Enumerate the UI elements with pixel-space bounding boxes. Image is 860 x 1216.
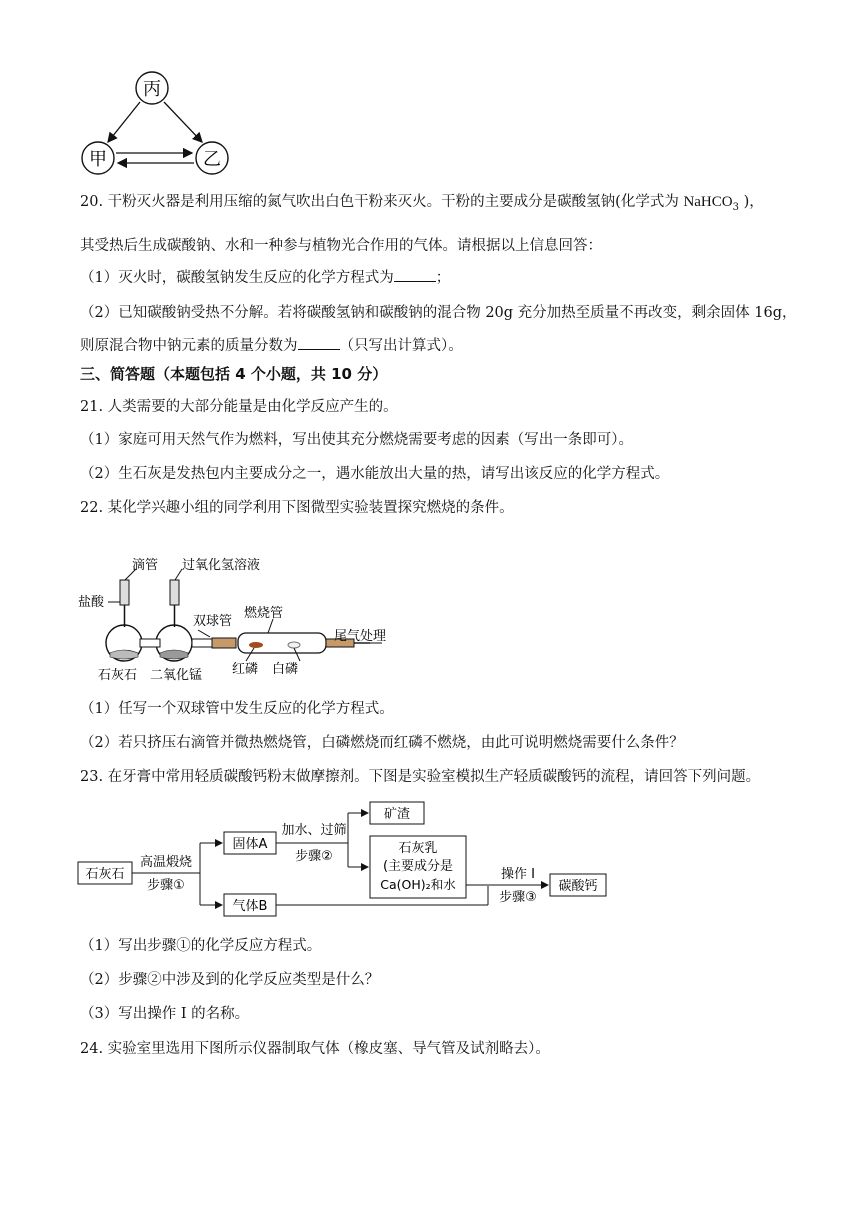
formula-nahco3: NaHCO xyxy=(683,194,733,210)
flow-step1-top: 高温煅烧 xyxy=(139,855,193,870)
q22-part2: （2）若只挤压右滴管并微热燃烧管，白磷燃烧而红磷不燃烧，由此可说明燃烧需要什么条件？ xyxy=(80,735,684,751)
q20-part1: （1）灭火时，碳酸氢钠发生反应的化学方程式为 ； xyxy=(80,270,451,286)
q20-part2-line1: （2）已知碳酸钠受热不分解。若将碳酸氢钠和碳酸钠的混合物 20g 充分加热至质量不再改变，剩余固体 16g， xyxy=(80,305,797,321)
q22-stem: 22. 某化学兴趣小组的同学利用下图微型实验装置探究燃烧的条件。 xyxy=(80,500,514,516)
label-exhaust: 尾气处理 xyxy=(334,629,387,644)
label-limestone: 石灰石 xyxy=(98,668,138,683)
q22-part1: （1）任写一个双球管中发生反应的化学方程式。 xyxy=(80,701,394,717)
q20-part2-line2: 则原混合物中钠元素的质量分数为 （只写出计算式）。 xyxy=(80,338,463,354)
label-dropper: 滴管 xyxy=(132,558,159,573)
q23-part1: （1）写出步骤①的化学反应方程式。 xyxy=(80,938,322,954)
q23-stem: 23. 在牙膏中常用轻质碳酸钙粉末做摩擦剂。下图是实验室模拟生产轻质碳酸钙的流程，请回答下列问题。 xyxy=(80,769,761,785)
flow-milk-l1: 石灰乳 xyxy=(398,841,438,856)
flow-product: 碳酸钙 xyxy=(558,879,598,894)
q20-line1: 20. 干粉灭火器是利用压缩的氮气吹出白色干粉来灭火。干粉的主要成分是碳酸氢钠(化学式为 NaHCO$_3$ )， xyxy=(80,194,764,213)
triangle-relation-diagram xyxy=(70,60,240,180)
label-red-p: 红磷 xyxy=(232,662,259,677)
q21-part2: （2）生石灰是发热包内主要成分之一，遇水能放出大量的热，请写出该反应的化学方程式。 xyxy=(80,466,670,482)
label-hcl: 盐酸 xyxy=(78,595,105,610)
combustion-apparatus-diagram xyxy=(78,555,418,685)
q24-stem: 24. 实验室里选用下图所示仪器制取气体（橡皮塞、导气管及试剂略去）。 xyxy=(80,1041,550,1057)
answer-blank[interactable] xyxy=(394,269,436,282)
flow-solid-a: 固体A xyxy=(232,837,268,852)
node-yi: 乙 xyxy=(203,149,221,170)
process-flow-diagram xyxy=(76,800,616,918)
flow-step2-bottom: 步骤② xyxy=(295,849,333,864)
q21-part1: （1）家庭可用天然气作为燃料，写出使其充分燃烧需要考虑的因素（写出一条即可）。 xyxy=(80,432,633,448)
flow-slag: 矿渣 xyxy=(383,807,411,822)
q23-part2: （2）步骤②中涉及到的化学反应类型是什么？ xyxy=(80,972,380,988)
section-heading: 三、简答题（本题包括 4 个小题，共 10 分） xyxy=(80,365,388,383)
flow-step3-bottom: 步骤③ xyxy=(499,890,537,905)
label-white-p: 白磷 xyxy=(272,662,299,677)
label-mno2: 二氧化锰 xyxy=(150,668,203,683)
q20-line2: 其受热后生成碳酸钠、水和一种参与植物光合作用的气体。请根据以上信息回答： xyxy=(80,238,602,254)
flow-gas-b: 气体B xyxy=(232,899,268,914)
q21-stem: 21. 人类需要的大部分能量是由化学反应产生的。 xyxy=(80,399,398,415)
q23-part3: （3）写出操作 Ⅰ 的名称。 xyxy=(80,1006,250,1022)
flow-step2-top: 加水、过筛 xyxy=(281,823,347,838)
flow-start: 石灰石 xyxy=(85,867,125,882)
node-jia: 甲 xyxy=(89,149,107,170)
flow-milk-l3: Ca(OH)₂和水 xyxy=(380,877,456,892)
flow-step3-top: 操作 Ⅰ xyxy=(501,867,535,882)
answer-blank[interactable] xyxy=(298,337,340,350)
node-bing: 丙 xyxy=(143,79,161,100)
label-double-bulb: 双球管 xyxy=(193,614,233,629)
flow-milk-l2: (主要成分是 xyxy=(382,859,454,874)
flow-step1-bottom: 步骤① xyxy=(147,878,185,893)
label-h2o2: 过氧化氢溶液 xyxy=(182,558,261,573)
label-combustion-tube: 燃烧管 xyxy=(244,606,284,621)
